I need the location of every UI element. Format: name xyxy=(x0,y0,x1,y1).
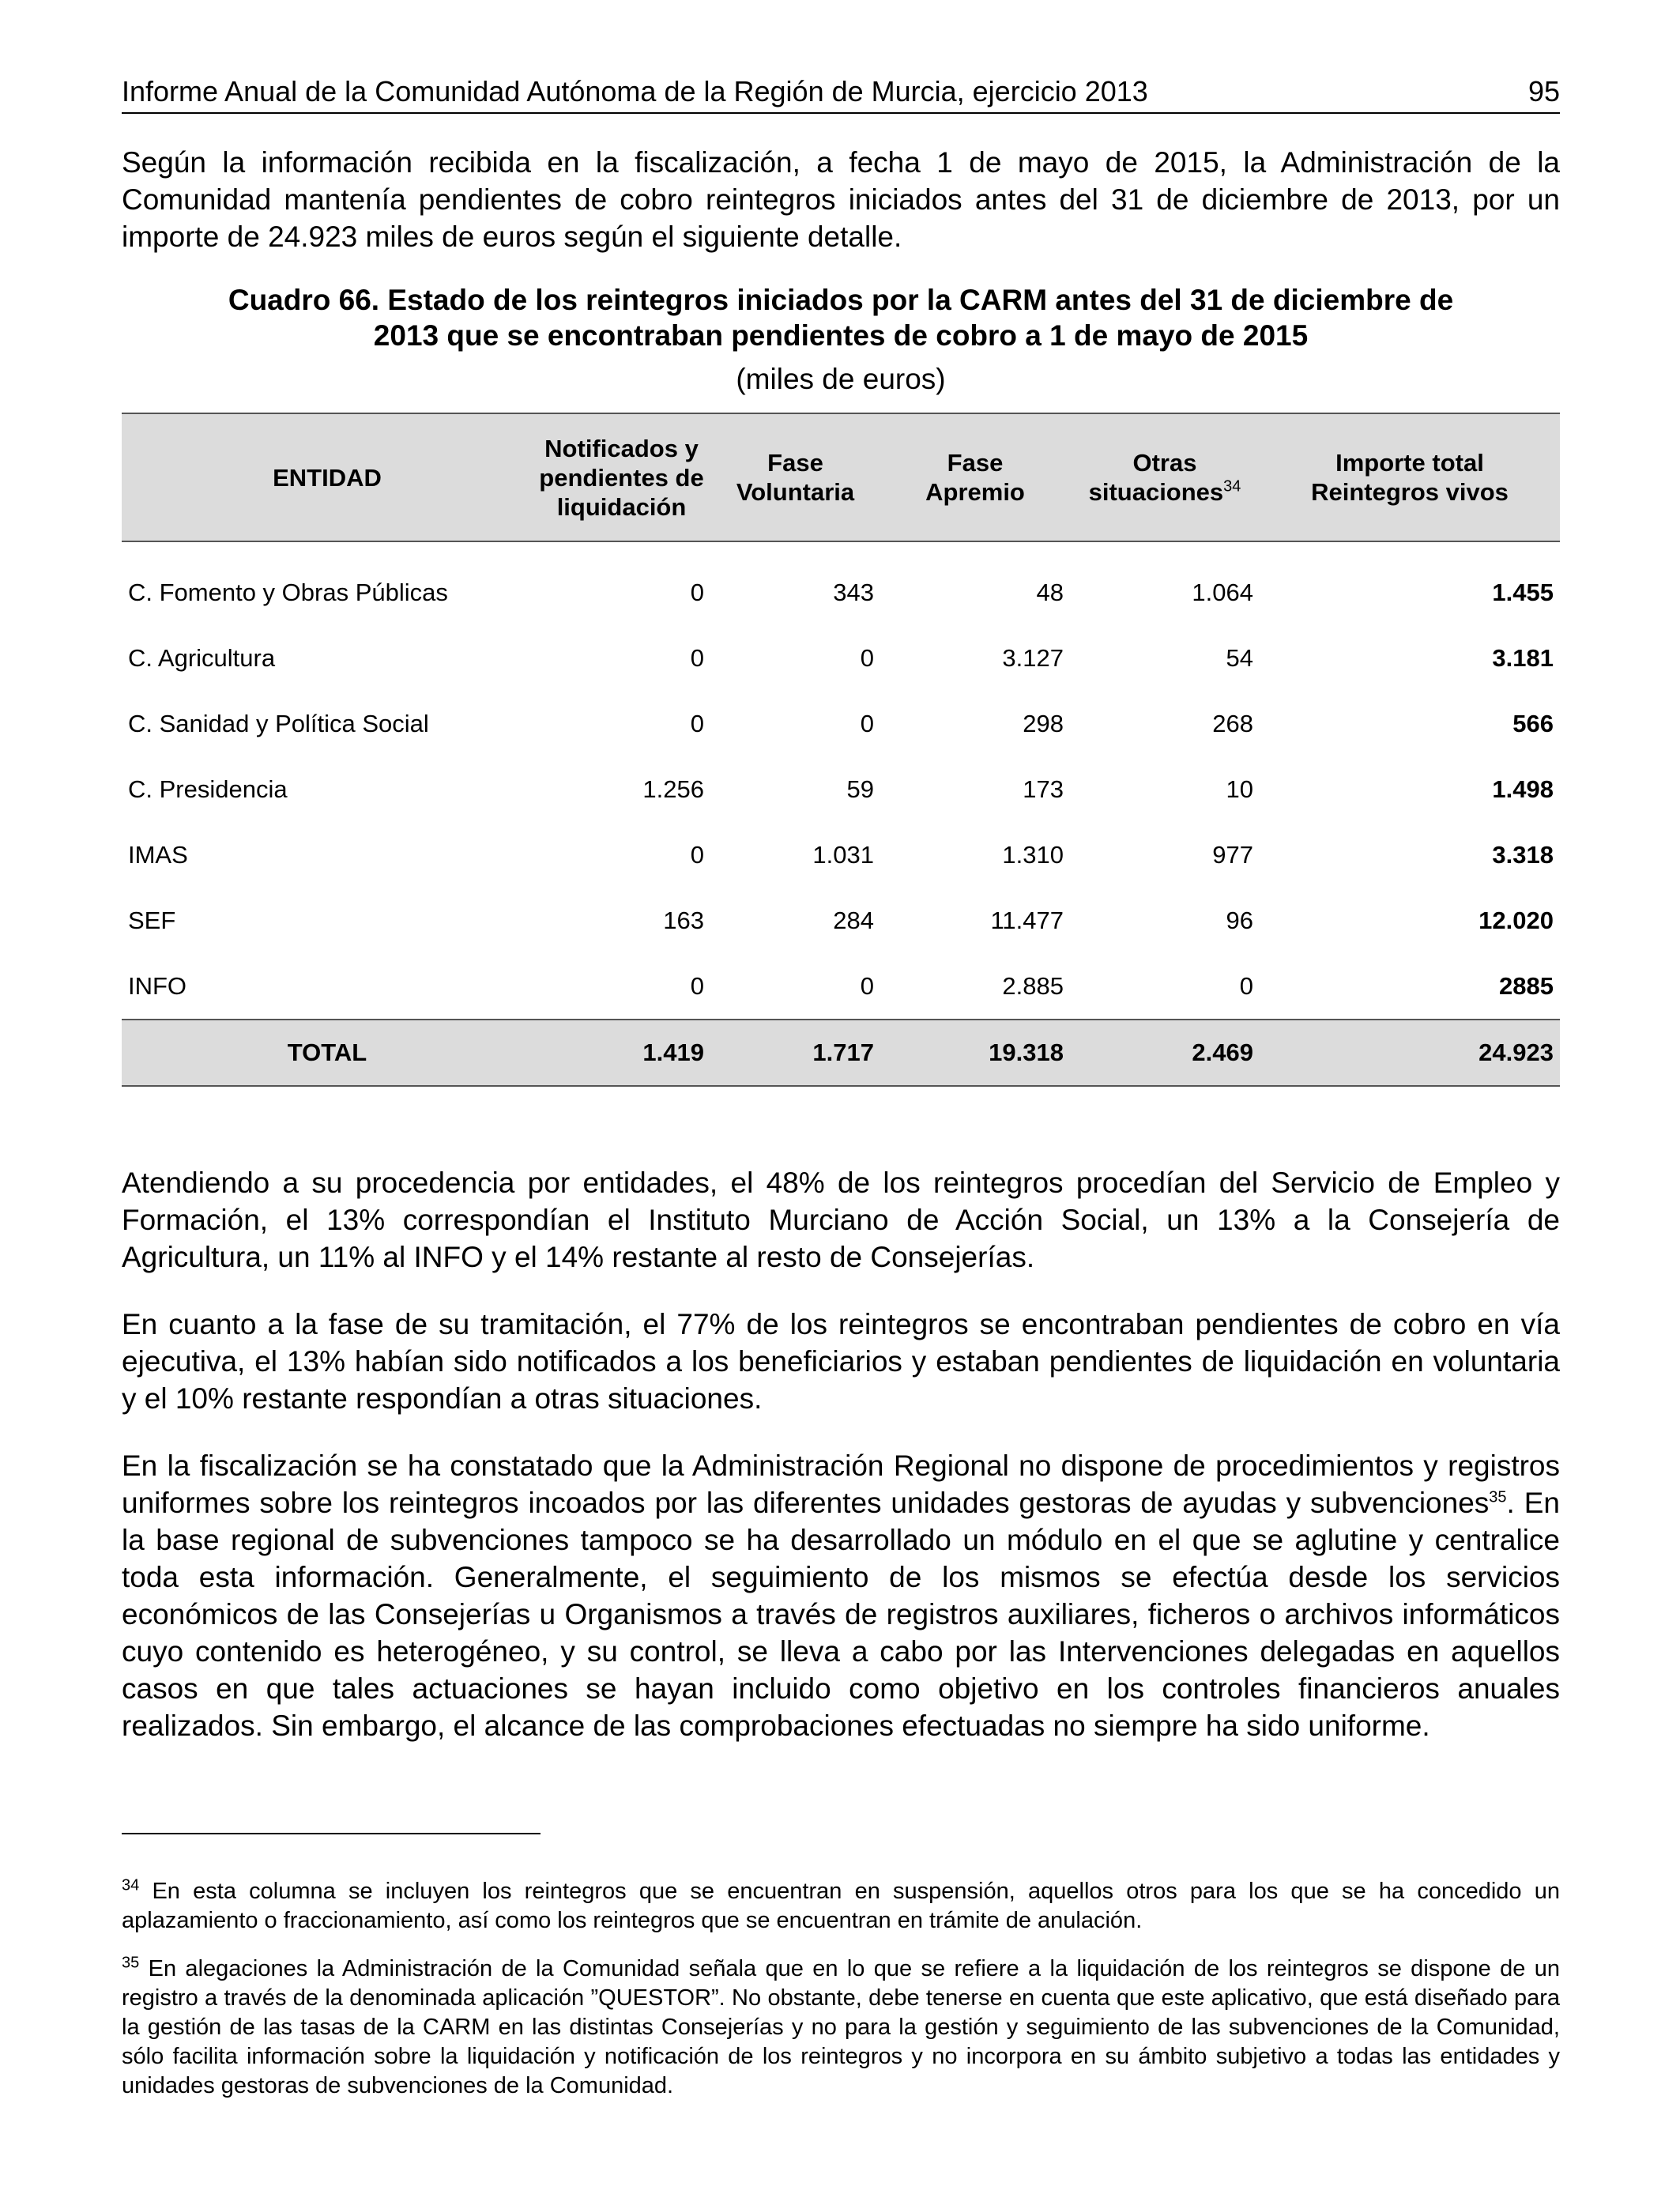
header-title: Informe Anual de la Comunidad Autónoma de la Región de Murcia, ejercicio 2013 xyxy=(122,75,1148,107)
cell-otras: 1.064 xyxy=(1192,578,1253,606)
cell-total-label: TOTAL xyxy=(287,1039,367,1066)
paragraph-procedencia: Atendiendo a su procedencia por entidades, el 48% de los reintegros procedían del Servicio de Empleo y Formación, el 13% correspondían el Instituto Murciano de Acción Social, un 13% a la Consejería de Agricultura, un 11% al INFO y el 14% restante al resto de Consejerías. xyxy=(122,1167,1560,1273)
header-fase-voluntaria: Fase Voluntaria xyxy=(736,449,855,506)
table-row xyxy=(122,541,1560,625)
header-importe-total: Importe total Reintegros vivos xyxy=(1311,449,1509,506)
table-row xyxy=(122,822,1560,888)
cell-total: 1.455 xyxy=(1492,578,1554,606)
cell-total-importe: 24.923 xyxy=(1478,1039,1554,1066)
cell-apremio: 298 xyxy=(1023,709,1064,737)
table-total-row xyxy=(122,1020,1560,1086)
paragraph-fase: En cuanto a la fase de su tramitación, el 77% de los reintegros se encontraban pendientes de cobro en vía ejecutiva, el 13% habían sido notificados a los beneficiarios y estaban pendientes de liquidación en voluntaria y el 10% restante respondían a otras situaciones. xyxy=(122,1308,1560,1415)
cell-total: 1.498 xyxy=(1492,775,1554,803)
header-entidad: ENTIDAD xyxy=(273,463,382,492)
cell-total-voluntaria: 1.717 xyxy=(812,1039,874,1066)
cell-total-notificados: 1.419 xyxy=(642,1039,704,1066)
footnote-text: En alegaciones la Administración de la Comunidad señala que en lo que se refiere a la liquidación de los reintegros se dispone de un registro a través de la denominada aplicación ”QUESTOR”. No obstante, debe tenerse en cuenta que este aplicativo, que está diseñado para la gestión de las tasas de la CARM en las distintas Consejerías y no para la gestión y seguimiento de las subvenciones de la Comunidad, sólo facilita información sobre la liquidación y notificación de los reintegros y no incorpora en su ámbito subjetivo a todas las entidades y unidades gestoras de subvenciones de la Comunidad. xyxy=(122,1956,1560,2098)
cell-entidad: C. Presidencia xyxy=(128,775,288,803)
table-caption xyxy=(122,282,1560,353)
cell-notificados: 0 xyxy=(690,643,704,672)
intro-paragraph: Según la información recibida en la fiscalización, a fecha 1 de mayo de 2015, la Administración de la Comunidad mantenía pendientes de cobro reintegros iniciados antes del 31 de diciembre de 2013, por un importe de 24.923 miles de euros según el siguiente detalle. xyxy=(122,146,1560,253)
table-row xyxy=(122,888,1560,953)
cell-apremio: 3.127 xyxy=(1002,643,1064,672)
footnote-ref-34: 34 xyxy=(1223,477,1241,496)
cell-total: 566 xyxy=(1512,709,1554,737)
cell-voluntaria: 284 xyxy=(833,906,874,934)
cell-total: 12.020 xyxy=(1478,906,1554,934)
cell-voluntaria: 0 xyxy=(860,971,874,1000)
cell-voluntaria: 343 xyxy=(833,578,874,606)
header-otras-situaciones: Otras situaciones$^{34}$ xyxy=(1088,449,1241,506)
reintegros-table xyxy=(122,413,1560,1087)
table-units: (miles de euros) xyxy=(736,363,946,395)
cell-notificados: 0 xyxy=(690,840,704,869)
cell-voluntaria: 0 xyxy=(860,709,874,737)
paragraph-fiscalizacion: En la fiscalización se ha constatado que la Administración Regional no dispone de procedimientos y registros uniformes sobre los reintegros incoados por las diferentes unidades gestoras de ayudas y subvenciones$^{35}$. En la base regional de subvenciones tampoco se ha desarrollado un módulo en el que se aglutine y centralice toda esta información. Generalmente, el seguimiento de los mismos se efectúa desde los servicios económicos de las Consejerías u Organismos a través de registros auxiliares, ficheros o archivos informáticos cuyo contenido es heterogéneo, y su control, se lleva a cabo por las Intervenciones delegadas en aquellos casos en que tales actuaciones se hayan incluido como objetivo en los controles financieros anuales realizados. Sin embargo, el alcance de las comprobaciones efectuadas no siempre ha sido uniforme. xyxy=(122,1449,1560,1742)
cell-total: 2885 xyxy=(1499,971,1554,1000)
cell-total-otras: 2.469 xyxy=(1192,1039,1253,1066)
cell-notificados: 0 xyxy=(690,709,704,737)
footnote-34 xyxy=(122,1877,1560,1936)
cell-entidad: INFO xyxy=(128,971,187,1000)
cell-notificados: 0 xyxy=(690,971,704,1000)
page-header xyxy=(122,74,1560,114)
cell-entidad: C. Fomento y Obras Públicas xyxy=(128,578,448,606)
page-number: 95 xyxy=(1527,75,1560,107)
cell-apremio: 48 xyxy=(1036,578,1064,606)
cell-total: 3.181 xyxy=(1492,643,1554,672)
table-row xyxy=(122,691,1560,756)
body-text xyxy=(122,1164,1560,1744)
cell-otras: 96 xyxy=(1226,906,1253,934)
cell-notificados: 163 xyxy=(663,906,704,934)
table-caption-line1: Cuadro 66. Estado de los reintegros iniciados por la CARM antes del 31 de diciembre de xyxy=(228,284,1454,316)
table-caption-line2: 2013 que se encontraban pendientes de cobro a 1 de mayo de 2015 xyxy=(373,319,1309,352)
footnote-number: 35 xyxy=(122,1954,140,1972)
cell-entidad: C. Agricultura xyxy=(128,643,276,672)
header-fase-apremio: Fase Apremio xyxy=(925,449,1025,506)
cell-entidad: SEF xyxy=(128,906,176,934)
table-row xyxy=(122,953,1560,1020)
header-notificados: Notificados y pendientes de liquidación xyxy=(539,434,704,521)
cell-apremio: 11.477 xyxy=(990,906,1064,934)
cell-otras: 0 xyxy=(1239,971,1253,1000)
document-page xyxy=(122,77,1560,2101)
cell-voluntaria: 1.031 xyxy=(812,840,874,869)
cell-voluntaria: 59 xyxy=(846,775,874,803)
footnote-35 xyxy=(122,1955,1560,2101)
cell-entidad: C. Sanidad y Política Social xyxy=(128,709,429,737)
cell-notificados: 1.256 xyxy=(642,775,704,803)
table-header-row xyxy=(122,413,1560,541)
cell-otras: 54 xyxy=(1226,643,1253,672)
cell-apremio: 173 xyxy=(1023,775,1064,803)
cell-notificados: 0 xyxy=(690,578,704,606)
footnote-ref-35: 35 xyxy=(1489,1488,1507,1506)
table-row xyxy=(122,625,1560,691)
cell-apremio: 1.310 xyxy=(1002,840,1064,869)
cell-total: 3.318 xyxy=(1492,840,1554,869)
cell-apremio: 2.885 xyxy=(1002,971,1064,1000)
cell-otras: 268 xyxy=(1212,709,1253,737)
footnote-number: 34 xyxy=(122,1876,140,1894)
footnote-separator xyxy=(122,1833,541,1834)
cell-otras: 977 xyxy=(1212,840,1253,869)
cell-otras: 10 xyxy=(1226,775,1253,803)
cell-total-apremio: 19.318 xyxy=(989,1039,1064,1066)
footnote-text: En esta columna se incluyen los reintegros que se encuentran en suspensión, aquellos otros para los que se ha concedido un aplazamiento o fraccionamiento, así como los reintegros que se encuentran en trámite de anulación. xyxy=(122,1879,1560,1933)
cell-voluntaria: 0 xyxy=(860,643,874,672)
cell-entidad: IMAS xyxy=(128,840,188,869)
table-row xyxy=(122,756,1560,822)
